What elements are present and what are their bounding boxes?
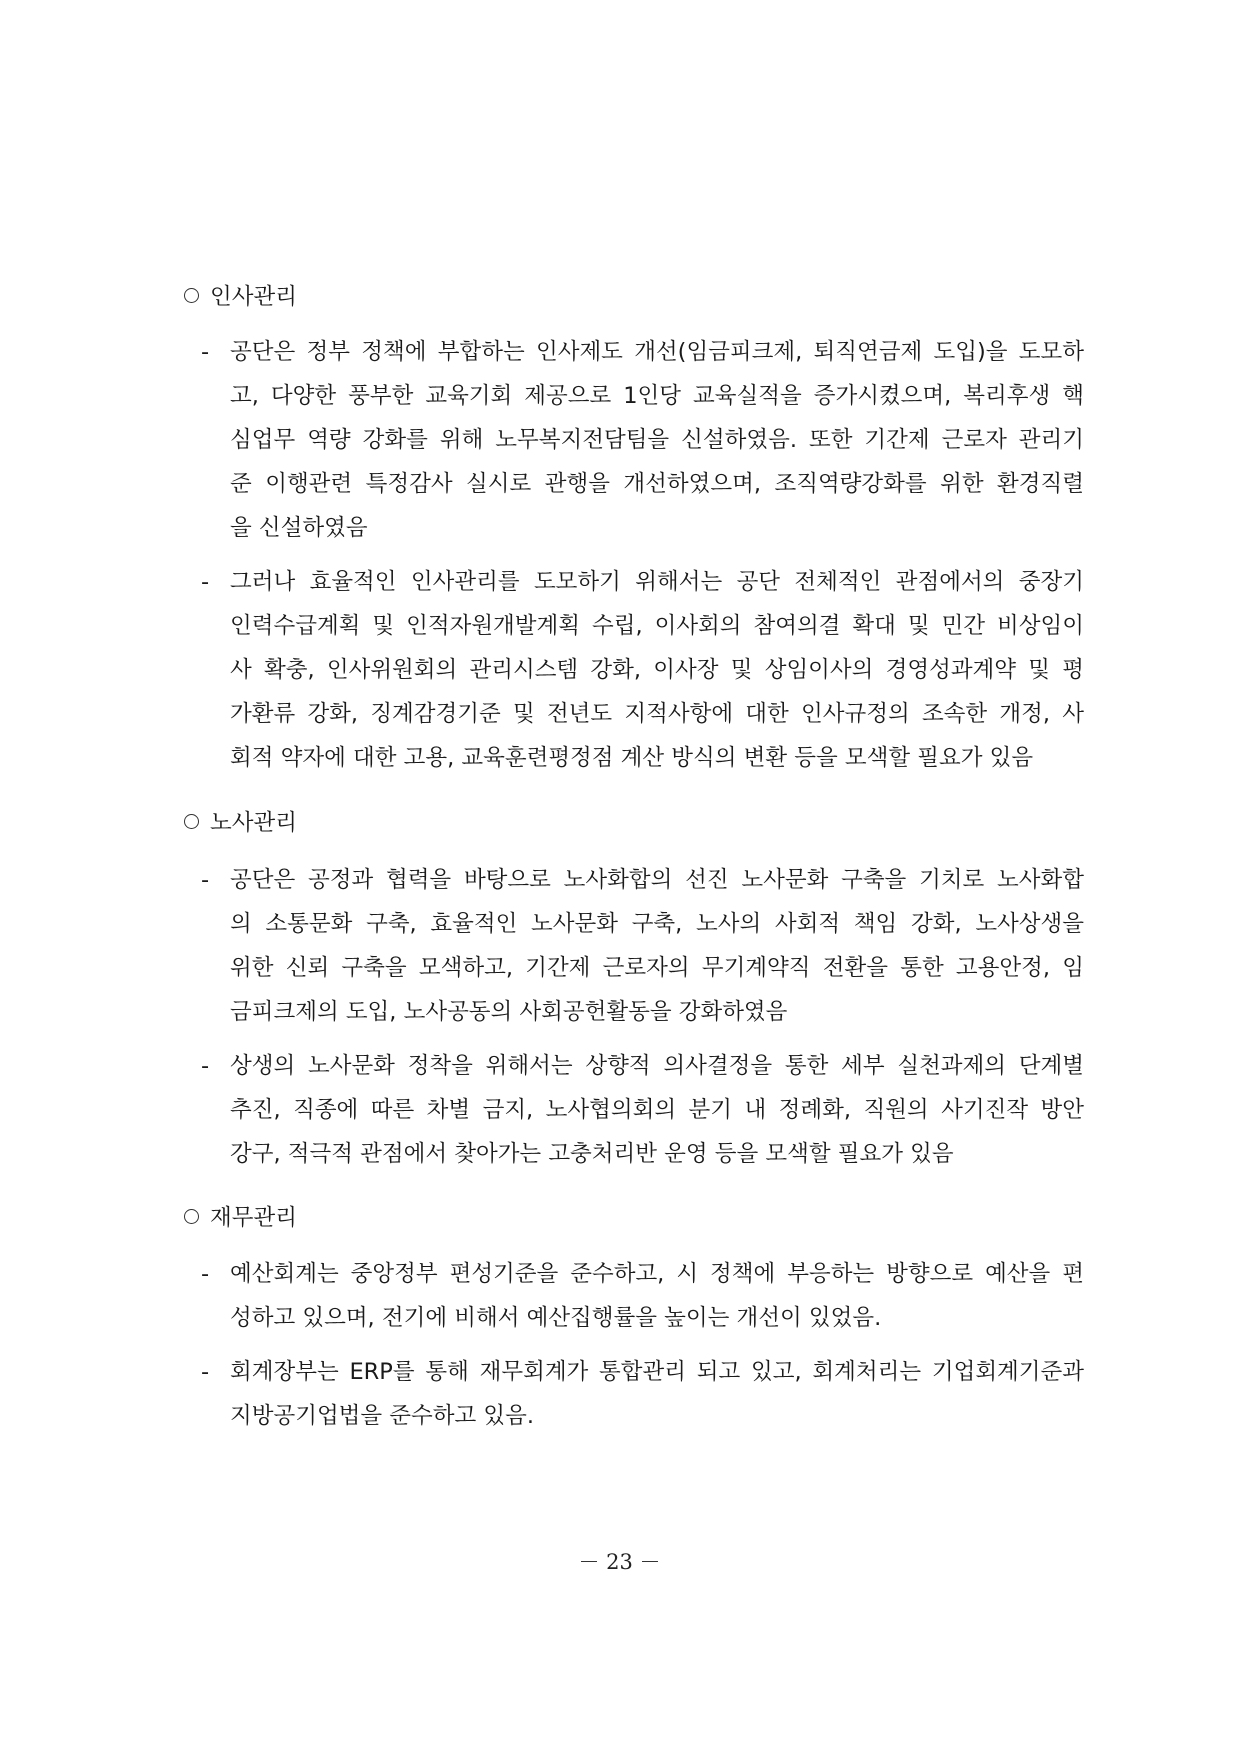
text-line: 고, 다양한 풍부한 교육기회 제공으로 1인당 교육실적을 증가시켰으며, 복리후생 핵 xyxy=(230,383,1084,409)
dash-bullet: - xyxy=(201,867,210,893)
text-line: 추진, 직종에 따른 차별 금지, 노사협의회의 분기 내 정례화, 직원의 사기진작 방안 xyxy=(230,1097,1084,1123)
list-item xyxy=(201,1252,1084,1340)
section-title: 인사관리 xyxy=(210,284,297,310)
text-line: 인력수급계획 및 인적자원개발계획 수립, 이사회의 참여의결 확대 및 민간 비상임이 xyxy=(230,613,1084,639)
text-line: 위한 신뢰 구축을 모색하고, 기간제 근로자의 무기계약직 전환을 통한 고용안정, 임 xyxy=(230,955,1084,981)
section-title: 노사관리 xyxy=(210,810,297,836)
circle-bullet-icon xyxy=(184,814,199,829)
text-line: 의 소통문화 구축, 효율적인 노사문화 구축, 노사의 사회적 책임 강화, 노사상생을 xyxy=(230,911,1084,937)
text-line: 심업무 역량 강화를 위해 노무복지전담팀을 신설하였음. 또한 기간제 근로자 관리기 xyxy=(230,427,1084,453)
text-line: 지방공기업법을 준수하고 있음. xyxy=(230,1403,535,1429)
dash-bullet: - xyxy=(201,1261,210,1287)
list-item xyxy=(201,560,1084,780)
text-line: 준 이행관련 특정감사 실시로 관행을 개선하였으며, 조직역량강화를 위한 환경직렬 xyxy=(230,471,1084,497)
dash-bullet: - xyxy=(201,1053,210,1079)
text-line: 을 신설하였음 xyxy=(230,515,368,541)
page-number: － 23 － xyxy=(578,1550,661,1574)
dash-bullet: - xyxy=(201,569,210,595)
text-line: 금피크제의 도입, 노사공동의 사회공헌활동을 강화하였음 xyxy=(230,999,788,1025)
list-item xyxy=(201,858,1084,1034)
text-line: 회계장부는 ERP를 통해 재무회계가 통합관리 되고 있고, 회계처리는 기업회계기준과 xyxy=(230,1359,1084,1385)
list-item xyxy=(201,1350,1084,1438)
section-heading-labor xyxy=(184,808,297,838)
dash-bullet: - xyxy=(201,339,210,365)
text-line: 성하고 있으며, 전기에 비해서 예산집행률을 높이는 개선이 있었음. xyxy=(230,1305,882,1331)
text-line: 그러나 효율적인 인사관리를 도모하기 위해서는 공단 전체적인 관점에서의 중장기 xyxy=(230,569,1084,595)
circle-bullet-icon xyxy=(184,1209,199,1224)
text-line: 공단은 공정과 협력을 바탕으로 노사화합의 선진 노사문화 구축을 기치로 노사화합 xyxy=(230,867,1084,893)
circle-bullet-icon xyxy=(184,288,199,303)
text-line: 공단은 정부 정책에 부합하는 인사제도 개선(임금피크제, 퇴직연금제 도입)을 도모하 xyxy=(230,339,1084,365)
text-line: 강구, 적극적 관점에서 찾아가는 고충처리반 운영 등을 모색할 필요가 있음 xyxy=(230,1141,954,1167)
list-item xyxy=(201,1044,1084,1176)
dash-bullet: - xyxy=(201,1359,210,1385)
text-line: 가환류 강화, 징계감경기준 및 전년도 지적사항에 대한 인사규정의 조속한 개정, 사 xyxy=(230,701,1084,727)
list-item xyxy=(201,330,1084,550)
section-title: 재무관리 xyxy=(210,1205,297,1231)
text-line: 예산회계는 중앙정부 편성기준을 준수하고, 시 정책에 부응하는 방향으로 예산을 편 xyxy=(230,1261,1084,1287)
text-line: 상생의 노사문화 정착을 위해서는 상향적 의사결정을 통한 세부 실천과제의 단계별 xyxy=(230,1053,1084,1079)
section-heading-finance xyxy=(184,1203,297,1233)
text-line: 사 확충, 인사위원회의 관리시스템 강화, 이사장 및 상임이사의 경영성과계약 및 평 xyxy=(230,657,1084,683)
text-line: 회적 약자에 대한 고용, 교육훈련평정점 계산 방식의 변환 등을 모색할 필요가 있음 xyxy=(230,745,1034,771)
section-heading-hr xyxy=(184,282,297,312)
